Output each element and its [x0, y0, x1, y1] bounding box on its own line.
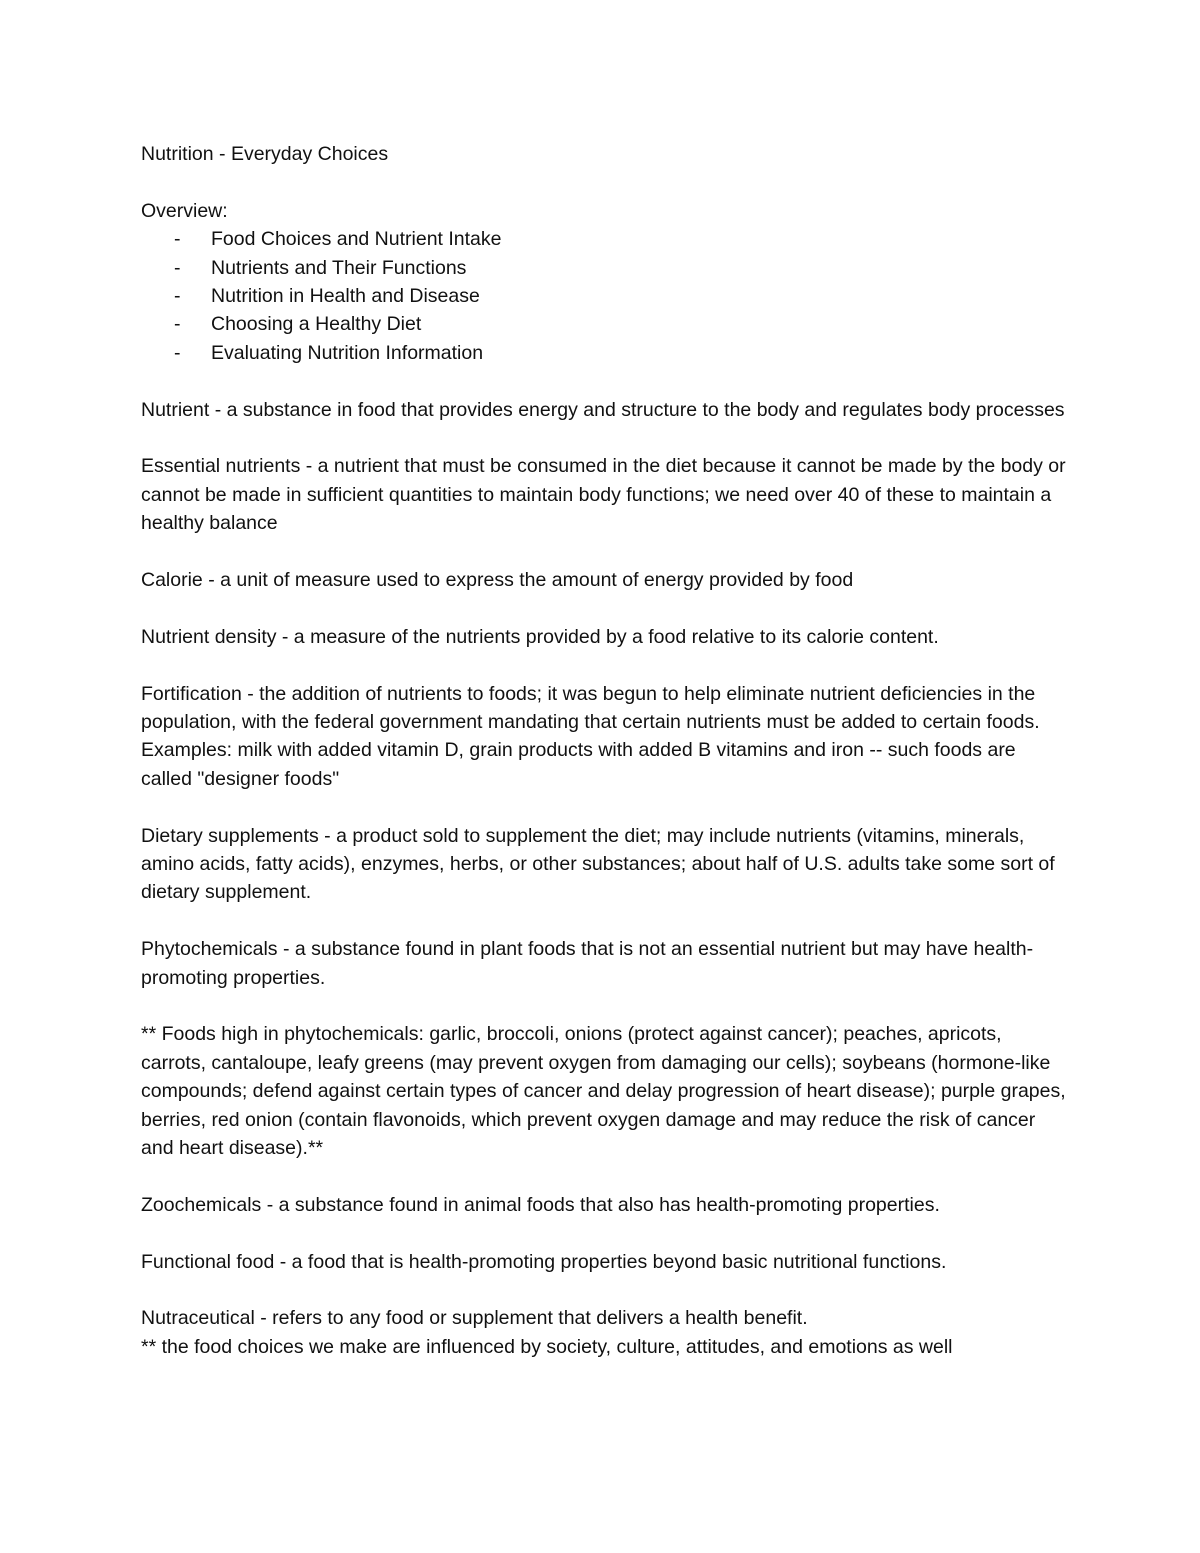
document-title: Nutrition - Everyday Choices [141, 143, 389, 165]
bullet-dash: - [174, 341, 181, 364]
overview-label: Overview: [141, 199, 228, 222]
definition-essential-nutrients: Essential nutrients - a nutrient that must be consumed in the diet because it cannot be made by the body or cannot be made in sufficient quantities to maintain body functions; we need over 40 of these to maintain a healthy balance [141, 455, 1066, 535]
note-phytochemical-foods: ** Foods high in phytochemicals: garlic, broccoli, onions (protect against cancer); peaches, apricots, carrots, cantaloupe, leafy greens (may prevent oxygen from damaging our cells); soybeans (hormone-like compounds; defend against certain types of cancer and delay progression of heart disease); purple grapes, berries, red onion (contain flavonoids, which prevent oxygen damage and may reduce the risk of cancer and heart disease).** [141, 1023, 1066, 1160]
definition-functional-food: Functional food - a food that is health-promoting properties beyond basic nutritional functions. [141, 1250, 947, 1273]
overview-list [141, 225, 1071, 367]
definition-fortification: Fortification - the addition of nutrients to foods; it was begun to help eliminate nutrient deficiencies in the population, with the federal government mandating that certain nutrients must be added to certain foods. Examples: milk with added vitamin D, grain products with added B vitamins and iron -- such foods are called "designer foods" [141, 682, 1040, 790]
list-item-text: Nutrients and Their Functions [211, 256, 467, 279]
definition-phytochemicals: Phytochemicals - a substance found in plant foods that is not an essential nutrient but may have health-promoting properties. [141, 938, 1034, 989]
definition-nutrient: Nutrient - a substance in food that provides energy and structure to the body and regulates body processes [141, 398, 1065, 421]
bullet-dash: - [174, 228, 181, 251]
bullet-dash: - [174, 313, 181, 336]
list-item [141, 310, 1071, 338]
list-item-text: Food Choices and Nutrient Intake [211, 228, 502, 251]
list-item-text: Evaluating Nutrition Information [211, 341, 484, 364]
list-item [141, 225, 1071, 253]
document-page [141, 140, 1071, 1361]
bullet-dash: - [174, 256, 181, 279]
list-item [141, 282, 1071, 310]
definition-nutraceutical: Nutraceutical - refers to any food or supplement that delivers a health benefit. [141, 1307, 808, 1330]
note-food-choices: ** the food choices we make are influenced by society, culture, attitudes, and emotions as well [141, 1335, 953, 1358]
list-item-text: Nutrition in Health and Disease [211, 285, 480, 308]
list-item [141, 339, 1071, 367]
definition-dietary-supplements: Dietary supplements - a product sold to supplement the diet; may include nutrients (vitamins, minerals, amino acids, fatty acids), enzymes, herbs, or other substances; about half of U.S. adults take some sort of dietary supplement. [141, 824, 1055, 904]
list-item-text: Choosing a Healthy Diet [211, 313, 422, 336]
list-item [141, 254, 1071, 282]
bullet-dash: - [174, 285, 181, 308]
definition-calorie: Calorie - a unit of measure used to express the amount of energy provided by food [141, 569, 854, 592]
definition-zoochemicals: Zoochemicals - a substance found in animal foods that also has health-promoting properties. [141, 1193, 940, 1216]
definition-nutrient-density: Nutrient density - a measure of the nutrients provided by a food relative to its calorie content. [141, 625, 939, 648]
